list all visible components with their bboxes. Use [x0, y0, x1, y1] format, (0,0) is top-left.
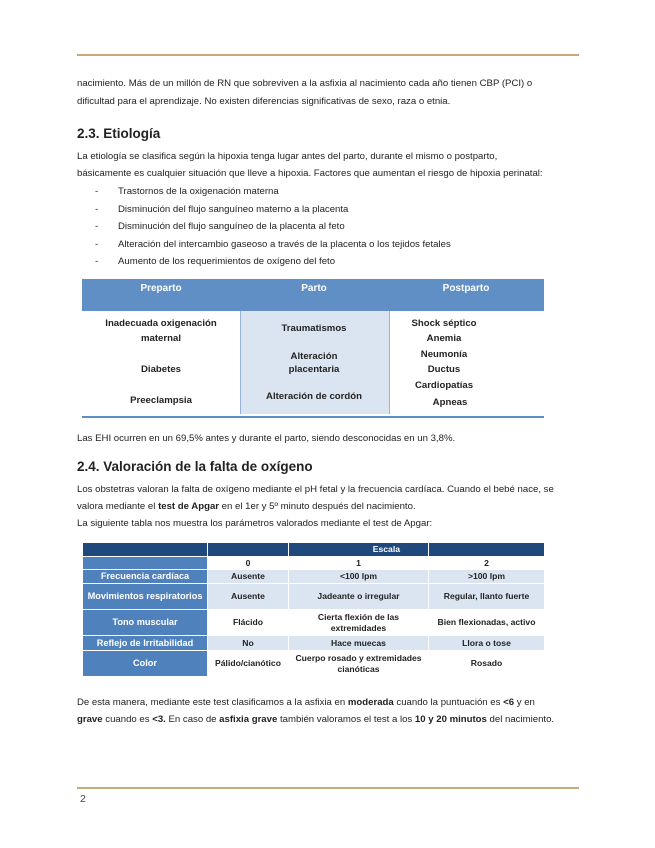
parto-item: Alteración [290, 351, 338, 362]
intro-line-2: dificultad para el aprendizaje. No existen diferencias significativas de sexo, raza o etnia. [77, 96, 451, 107]
risk-factor-list [77, 183, 579, 271]
table-cell: Regular, llanto fuerte [429, 584, 545, 610]
table-row [83, 610, 545, 636]
valoracion-line-3: La siguiente tabla nos muestra los parámetros valorados mediante el test de Apgar: [77, 518, 433, 529]
postparto-item: Anemia [426, 333, 462, 344]
term-moderada: moderada [347, 697, 394, 708]
valoracion-line-1: Los obstetras valoran la falta de oxígeno mediante el pH fetal y la frecuencia cardíaca. Cuando el bebé nace, se [77, 484, 554, 495]
parto-item: Alteración de cordón [266, 391, 362, 402]
table-cell: Hace muecas [289, 636, 429, 651]
preparto-item: maternal [141, 333, 181, 344]
section-heading-etiologia: 2.3. Etiología [77, 126, 161, 141]
top-rule [77, 54, 579, 56]
postparto-item: Ductus [427, 364, 461, 375]
term-grave: grave [77, 714, 103, 725]
table-row [83, 636, 545, 651]
table-cell: Cuerpo rosado y extremidades cianóticas [289, 651, 429, 677]
header-preparto: Preparto [140, 283, 182, 294]
escala-label: Escala [289, 543, 429, 557]
bullet-marker: - [95, 238, 99, 250]
preparto-item: Preeclampsia [130, 395, 192, 406]
table-row [83, 651, 545, 677]
apgar-table [82, 542, 545, 677]
table-cell: Pálido/cianótico [208, 651, 289, 677]
bullet-marker: - [95, 256, 99, 267]
parameter-label: Tono muscular [83, 610, 208, 636]
term-asfixia-grave: asfixia grave [219, 714, 278, 725]
parto-item: placentaria [288, 364, 340, 375]
table-row [83, 584, 545, 610]
list-item: - Aumento de los requerimientos de oxígeno del feto [77, 253, 579, 271]
table-row [83, 543, 545, 557]
bullet-marker: - [95, 186, 99, 197]
table-cell: >100 lpm [429, 570, 545, 584]
list-item: - Disminución del flujo sanguíneo materno a la placenta [77, 201, 579, 219]
intro-line-1: nacimiento. Más de un millón de RN que sobreviven a la asfixia al nacimiento cada año tienen CBP (PCI) o [77, 78, 533, 89]
table-cell: <100 lpm [289, 570, 429, 584]
page-number: 2 [80, 793, 86, 805]
table-cell: Cierta flexión de las extremidades [289, 610, 429, 636]
list-item: - Trastornos de la oxigenación materna [77, 183, 579, 201]
score-header: 0 [208, 557, 289, 570]
etiologia-para-2: básicamente es cualquier situación que lleve a hipoxia. Factores que aumentan el riesgo de hipoxia perinatal: [77, 168, 543, 179]
valoracion-line-2: valora mediante el test de Apgar en el 1er y 5º minuto después del nacimiento. [77, 501, 416, 512]
list-item: - Disminución del flujo sanguíneo de la placenta al feto [77, 218, 579, 236]
postparto-item: Neumonía [420, 349, 468, 360]
table-cell: Rosado [429, 651, 545, 677]
apgar-term: test de Apgar [158, 501, 220, 512]
preparto-item: Diabetes [141, 364, 181, 375]
parameter-label: Reflejo de Irritabilidad [83, 636, 208, 651]
etiology-table [82, 279, 544, 418]
etiologia-para-1: La etiología se clasifica según la hipoxia tenga lugar antes del parto, durante el mismo o postparto, [77, 151, 498, 162]
table-row [83, 570, 545, 584]
parameter-label: Movimientos respiratorios [83, 584, 208, 610]
header-parto: Parto [301, 283, 327, 294]
final-line-1: De esta manera, mediante este test clasificamos a la asfixia en moderada cuando la puntuación es <6 y en [77, 697, 535, 708]
table-cell: Jadeante o irregular [289, 584, 429, 610]
postparto-item: Shock séptico [411, 318, 477, 329]
bullet-marker: - [95, 203, 99, 215]
score-header: 2 [429, 557, 545, 570]
bullet-marker: - [95, 221, 99, 232]
score-header: 1 [289, 557, 429, 570]
table-cell: Ausente [208, 570, 289, 584]
section-heading-valoracion: 2.4. Valoración de la falta de oxígeno [77, 459, 313, 474]
table-cell: Bien flexionadas, activo [429, 610, 545, 636]
table-cell: Ausente [208, 584, 289, 610]
table-cell: Flácido [208, 610, 289, 636]
header-postparto: Postparto [442, 283, 490, 294]
parameter-label: Color [83, 651, 208, 677]
table-row [83, 557, 545, 570]
ehi-text: Las EHI ocurren en un 69,5% antes y durante el parto, siendo desconocidas en un 3,8%. [77, 433, 456, 444]
table-cell: No [208, 636, 289, 651]
preparto-item: Inadecuada oxigenación [105, 318, 217, 329]
postparto-item: Cardiopatías [414, 380, 474, 391]
bottom-rule [77, 787, 579, 789]
parameter-label: Frecuencia cardíaca [83, 570, 208, 584]
table-cell: Llora o tose [429, 636, 545, 651]
list-item: - Alteración del intercambio gaseoso a través de la placenta o los tejidos fetales [77, 236, 579, 254]
parto-item: Traumatismos [281, 323, 347, 334]
postparto-item: Apneas [432, 397, 468, 408]
etiology-table-header [82, 279, 544, 311]
final-line-2: grave cuando es <3. En caso de asfixia grave también valoramos el test a los 10 y 20 minutos del nacimiento. [77, 714, 555, 725]
